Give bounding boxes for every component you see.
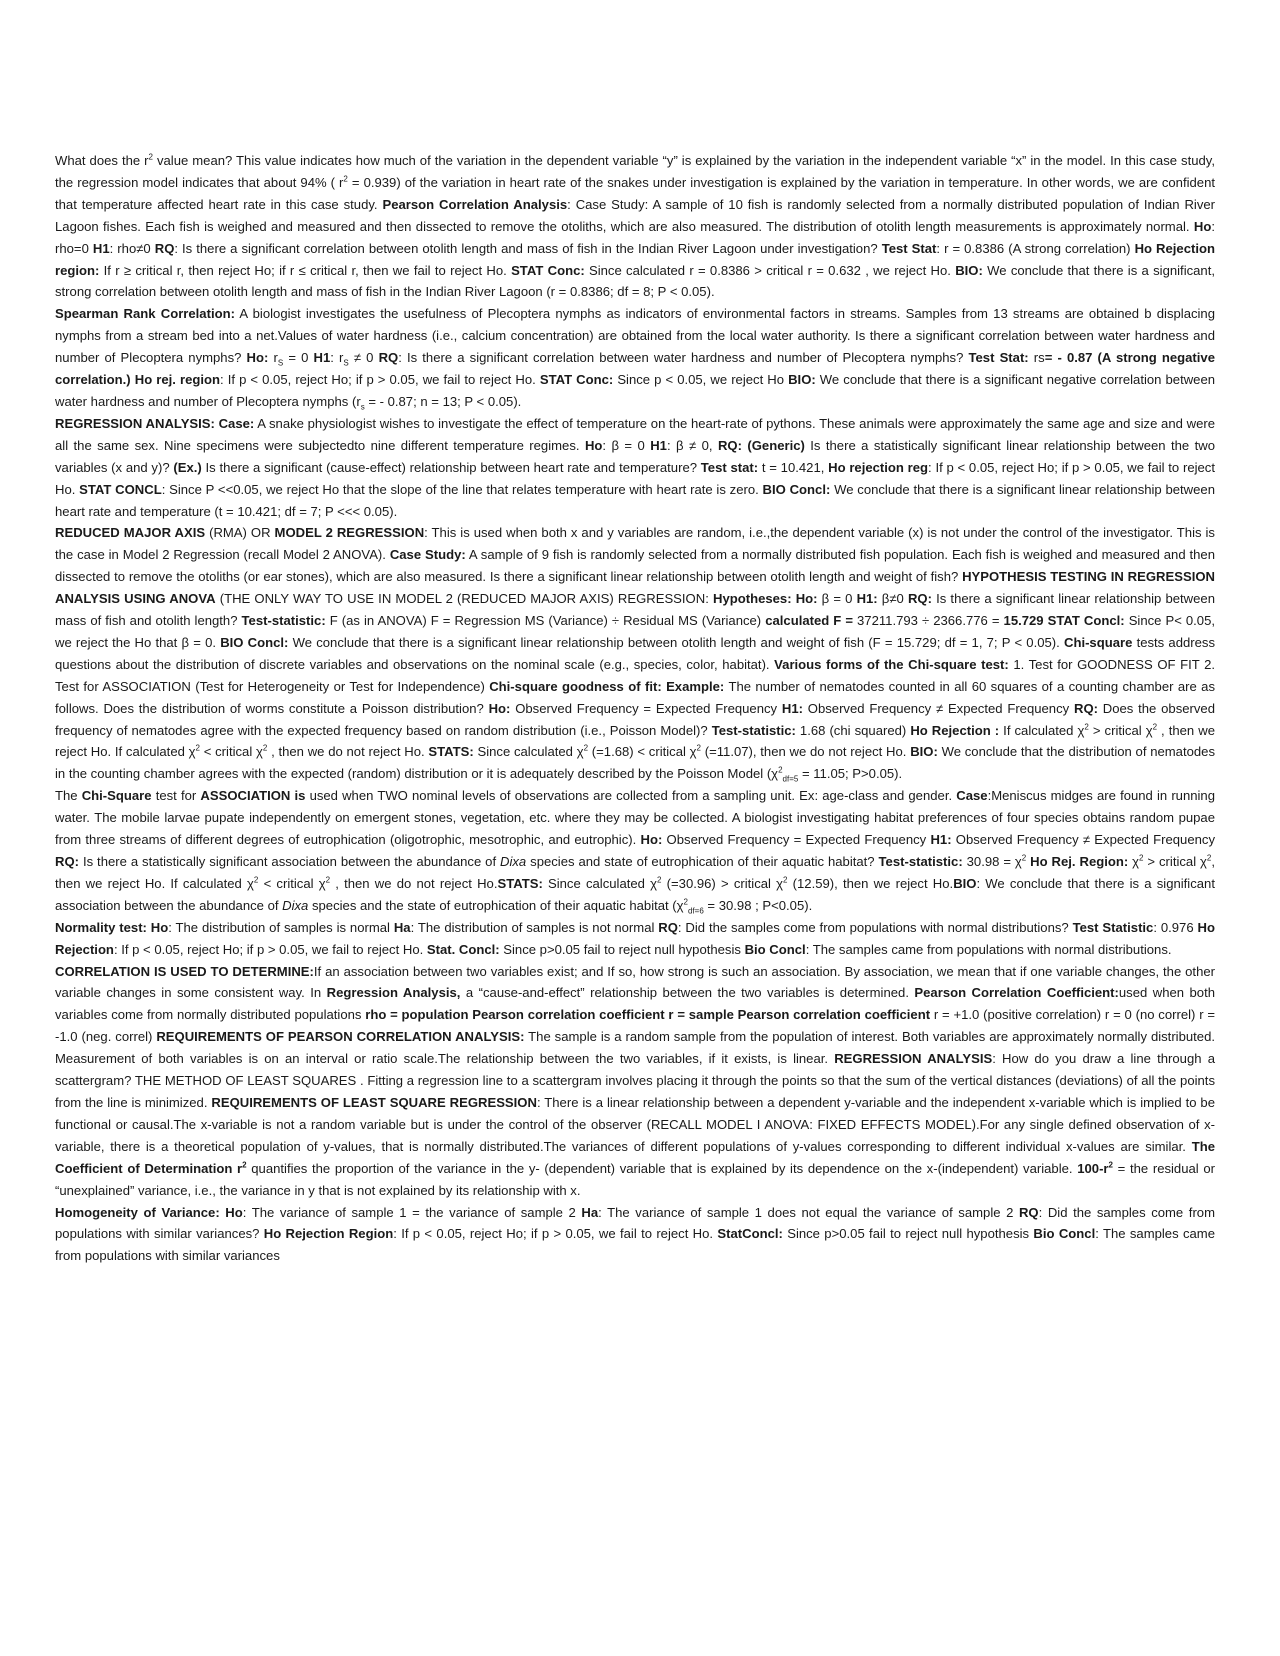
text-run: STATS: xyxy=(428,744,474,760)
text-run: STAT Concl: xyxy=(1047,613,1125,629)
document-page xyxy=(55,150,1215,1267)
text-run: A sample of 9 fish is randomly selected from a normally distributed fish population. Each fish is weighed and measured and then dissected to remove the otoliths (or ear stones), which are also measured. Is there a significant linear relationship between otolith length and weight of fish? xyxy=(55,547,1215,585)
text-run: CORRELATION IS USED TO DETERMINE: xyxy=(55,963,314,979)
text-run: used when both variables come from normally distributed populations xyxy=(55,985,1215,1023)
text-run: The Coefficient of Determination r xyxy=(55,1138,1215,1176)
text-run: 2 xyxy=(1152,722,1158,732)
text-run: Since p>0.05 fail to reject null hypothesis xyxy=(499,941,745,957)
text-run: Ho rejection reg xyxy=(828,459,929,475)
text-run: What does the r xyxy=(55,153,149,168)
text-run: : Did the samples come from populations with normal distributions? xyxy=(677,919,1073,935)
text-run: Bio Concl xyxy=(1033,1226,1096,1242)
text-run: Test Stat: xyxy=(968,350,1029,366)
text-run: , then we reject Ho. If calculated χ xyxy=(55,722,1215,760)
text-run: β≠0 xyxy=(877,591,908,607)
text-run: , then we do not reject Ho. xyxy=(267,744,429,760)
text-run: χ xyxy=(1128,854,1140,869)
text-run: If calculated χ xyxy=(999,722,1085,738)
text-run: S xyxy=(343,358,349,368)
text-run: Hypotheses: Ho: xyxy=(712,591,818,607)
text-run: = - 0.87 (A strong negative correlation.) xyxy=(55,350,1215,388)
text-run: used when TWO nominal levels of observations are collected from a sampling unit. Ex: age-class and gender. xyxy=(305,788,957,804)
text-run: rho = population Pearson correlation coefficient r = sample Pearson correlation coefficient xyxy=(365,1007,931,1023)
text-run: We conclude that there is a significant, strong correlation between otolith length and mass of fish in the Indian River Lagoon (r = 0.8386; df = 8; P < 0.05). xyxy=(55,262,1215,300)
text-run: H1: xyxy=(781,700,803,716)
text-run: Ho xyxy=(1193,218,1212,234)
text-run: species and state of eutrophication of their aquatic habitat? xyxy=(526,854,879,869)
text-run: 2 xyxy=(778,766,783,776)
text-run: Ho Rejection Region xyxy=(263,1226,394,1242)
text-run: Case Study: xyxy=(389,547,466,563)
text-run: 2 xyxy=(262,744,268,754)
text-run: Ho: xyxy=(488,700,511,716)
text-run: H1: xyxy=(930,832,952,848)
text-run: df=5 xyxy=(782,774,799,784)
text-run: Ho Rejection region: xyxy=(55,240,1215,278)
text-run: H1 xyxy=(313,350,331,366)
text-run: 1.68 (chi squared) xyxy=(795,722,911,738)
regression-paragraph xyxy=(55,413,1215,523)
homogeneity-paragraph xyxy=(55,1202,1215,1268)
text-run: RQ: xyxy=(1073,700,1098,716)
text-run: : Is there a significant correlation between water hardness and number of Plecoptera nymphs? xyxy=(398,350,969,366)
text-run: REDUCED MAJOR AXIS xyxy=(55,525,206,541)
text-run: REQUIREMENTS OF PEARSON CORRELATION ANALYSIS: xyxy=(156,1029,525,1045)
text-run: t = 10.421, xyxy=(758,459,829,475)
text-run: (RMA) OR xyxy=(205,525,275,541)
text-run: : The distribution of samples is not normal xyxy=(410,919,659,935)
text-run: REGRESSION ANALYSIS xyxy=(834,1051,993,1067)
text-run: 1. Test for GOODNESS OF FIT 2. Test for ASSOCIATION (Test for Heterogeneity or Test for Independence) xyxy=(55,656,1215,694)
text-run: Ho: xyxy=(246,350,269,366)
text-run: : β ≠ 0, xyxy=(666,437,718,453)
text-run: value mean? This value indicates how much of the variation in the dependent variable “y” is explained by the variation in the independent variable “x” in the model. In this case study, the regression model indicates that about 94% ( r xyxy=(55,153,1215,190)
text-run: a “cause-and-effect” relationship between the two variables is determined. xyxy=(460,985,915,1001)
text-run: Dixa xyxy=(500,854,527,869)
text-run: Test-statistic: xyxy=(878,854,963,869)
text-run: s xyxy=(360,402,365,412)
text-run: : Is there a significant correlation between otolith length and mass of fish in the Indian River Lagoon under investigation? xyxy=(174,240,882,256)
text-run: 37211.793 ÷ 2366.776 = xyxy=(852,613,1004,629)
text-run: The number of nematodes counted in all 60 squares of a counting chamber are as follows. Does the distribution of worms constitute a Poisson distribution? xyxy=(55,678,1215,716)
text-run: Since p < 0.05, we reject Ho xyxy=(613,372,789,388)
text-run: StatConcl: xyxy=(717,1226,783,1242)
text-run: ≠ 0 xyxy=(348,350,379,366)
text-run: F (as in ANOVA) F = Regression MS (Variance) ÷ Residual MS (Variance) xyxy=(325,613,766,629)
text-run: Dixa xyxy=(282,897,309,913)
text-run: STATS: xyxy=(497,875,543,891)
text-run: BIO xyxy=(953,875,977,891)
text-run: Since calculated χ xyxy=(542,875,657,891)
text-run: = 11.05; P>0.05). xyxy=(798,766,903,782)
text-run: (=11.07), then we do not reject Ho. xyxy=(700,744,911,760)
text-run: Case xyxy=(956,788,988,804)
text-run: rs xyxy=(1028,350,1045,366)
text-run: REGRESSION ANALYSIS: Case: xyxy=(55,415,255,431)
text-run: Observed Frequency ≠ Expected Frequency xyxy=(802,700,1074,716)
text-run: = the residual or “unexplained” variance, i.e., the variance in y that is not explained by its relationship with x. xyxy=(55,1160,1215,1198)
text-run: Ha xyxy=(393,919,411,935)
text-run: HYPOTHESIS TESTING IN REGRESSION ANALYSIS USING ANOVA xyxy=(55,569,1215,607)
text-run: 2 xyxy=(1206,853,1212,863)
text-run: BIO: xyxy=(910,744,938,760)
text-run: RQ xyxy=(378,350,399,366)
text-run: species and the state of eutrophication of their aquatic habitat (χ xyxy=(308,897,684,913)
text-run: Spearman Rank Correlation: xyxy=(55,306,235,322)
text-run: 2 xyxy=(683,897,688,907)
text-run: Is there a statistically significant association between the abundance of xyxy=(79,854,501,869)
text-run: df=6 xyxy=(687,906,704,916)
text-run: If an association between two variables exist; and If so, how strong is such an association. By association, we mean that if one variable changes, the other variable changes in some consistent way. In xyxy=(55,963,1215,1001)
text-run: Ho Rej. Region: xyxy=(1030,854,1129,869)
text-run: The sample is a random sample from the population of interest. Both variables are approximately normally distributed. Measurement of both variables is on an interval or ratio scale.The relationship between the two variables, if it exists, is linear. xyxy=(55,1029,1215,1067)
text-run: : We conclude that there is a significant association between the abundance of xyxy=(55,875,1215,913)
text-run: > critical χ xyxy=(1143,854,1207,869)
text-run: Test Statistic xyxy=(1072,919,1154,935)
text-run: 2 xyxy=(253,875,259,885)
text-run: BIO Concl: xyxy=(762,481,831,497)
text-run: 2 xyxy=(1021,853,1027,863)
text-run: 2 xyxy=(242,1160,247,1170)
text-run: Is there a significant linear relationship between mass of fish and otolith length? xyxy=(55,591,1215,629)
text-run: (THE ONLY WAY TO USE IN MODEL 2 (REDUCED MAJOR AXIS) REGRESSION: xyxy=(215,591,713,607)
text-run: : r = 0.8386 (A strong correlation) xyxy=(936,240,1135,256)
text-run: If r ≥ critical r, then reject Ho; if r ≤ critical r, then we fail to reject Ho. xyxy=(99,262,512,278)
text-run: Test-statistic: xyxy=(711,722,796,738)
text-run: ASSOCIATION is xyxy=(200,788,306,804)
text-run: Chi-square goodness of fit: Example: xyxy=(489,678,725,694)
text-run: 2 xyxy=(657,875,662,885)
normality-paragraph xyxy=(55,917,1215,961)
text-run: 2 xyxy=(696,744,701,754)
r-squared-paragraph xyxy=(55,150,1215,303)
text-run: : rho=0 xyxy=(55,218,1215,256)
text-run: calculated F = xyxy=(765,613,853,629)
text-run: (=1.68) < critical χ xyxy=(588,744,697,760)
text-run: quantifies the proportion of the variance in the y- (dependent) variable that is explained by its dependence on the x-(independent) variable. xyxy=(246,1160,1078,1176)
text-run: test for xyxy=(151,788,201,804)
rma-paragraph xyxy=(55,522,1215,785)
text-run: Ho rej. region xyxy=(134,372,221,388)
text-run: We conclude that there is a significant linear relationship between otolith length and weight of fish (F = 15.729; df = 1, 7; P < 0.05). xyxy=(288,634,1064,650)
text-run: RQ xyxy=(658,919,678,935)
text-run: : This is used when both x and y variables are random, i.e.,the dependent variable (x) is not under the control of the investigator. This is the case in Model 2 Regression (recall Model 2 ANOVA). xyxy=(55,525,1215,563)
text-run: Pearson Correlation Coefficient: xyxy=(914,985,1119,1001)
text-run: : How do you draw a line through a scattergram? THE METHOD OF LEAST SQUARES . Fitting a regression line to a scattergram involves placing it through the points so that the sum of the vertical distances (deviations) of all the points from the line is minimized. xyxy=(55,1051,1215,1110)
text-run: : 0.976 xyxy=(1153,919,1198,935)
text-run: 2 xyxy=(343,174,348,184)
document-body xyxy=(55,150,1215,1267)
text-run: : Since P <<0.05, we reject Ho that the slope of the line that relates temperature with heart rate is zero. xyxy=(161,481,763,497)
correlation-regression-paragraph xyxy=(55,961,1215,1202)
text-run: STAT Conc: xyxy=(539,372,614,388)
text-run: RQ: xyxy=(55,854,80,869)
text-run: We conclude that there is a significant negative correlation between water hardness and number of Plecoptera nymphs (r xyxy=(55,372,1216,409)
text-run: Since p>0.05 fail to reject null hypothesis xyxy=(782,1226,1034,1242)
text-run: BIO: xyxy=(788,372,816,388)
text-run: RQ: (Generic) xyxy=(717,437,805,453)
text-run: = 0 xyxy=(283,350,314,366)
text-run: STAT CONCL xyxy=(79,481,162,497)
text-run: = 0.939) of the variation in heart rate of the snakes under investigation is explained by the variation in temperature. In other words, we are confident that temperature affected heart rate in this case study. xyxy=(55,174,1215,212)
text-run: 30.98 = χ xyxy=(962,854,1022,869)
text-run: : r xyxy=(330,350,344,366)
text-run: We conclude that there is a significant linear relationship between heart rate and temperature (t = 10.421; df = 7; P <<< 0.05). xyxy=(55,481,1215,519)
spearman-paragraph xyxy=(55,303,1215,413)
text-run: Since calculated χ xyxy=(473,744,584,760)
text-run: H1: xyxy=(856,591,878,607)
text-run: : The distribution of samples is normal xyxy=(168,919,394,935)
text-run: Regression Analysis, xyxy=(326,985,461,1001)
text-run: 2 xyxy=(1108,1160,1113,1170)
text-run: Ho Rejection : xyxy=(910,722,1000,738)
text-run: (Ex.) xyxy=(173,459,202,475)
text-run: : Did the samples come from populations with similar variances? xyxy=(55,1204,1215,1242)
text-run: We conclude that the distribution of nematodes in the counting chamber agrees with the expected (random) distribution or it is adequately described by the Poisson Model (χ xyxy=(55,744,1216,782)
text-run: 2 xyxy=(783,875,788,885)
text-run: tests address questions about the distribution of discrete variables and observations on the nominal scale (e.g., species, color, habitat). xyxy=(55,634,1215,672)
text-run: Ho xyxy=(584,437,603,453)
text-run: : If p < 0.05, reject Ho; if p > 0.05, we fail to reject Ho. xyxy=(113,941,427,957)
text-run: , then we do not reject Ho. xyxy=(330,875,498,891)
text-run: RQ xyxy=(154,240,175,256)
text-run: : There is a linear relationship between a dependent y-variable and the independent x-variable which is implied to be functional or causal.The x-variable is not a random variable but is under the control of the observer (RECALL MODEL I ANOVA: FIXED EFFECTS MODEL).For any single defined observation of x-variable, there is a theoretical population of y-values, that is normally distributed.The variances of different populations of y-values corresponding to different individual x-values are similar. xyxy=(55,1094,1215,1154)
text-run: H1 xyxy=(650,437,667,453)
text-run: BIO Concl: xyxy=(220,634,289,650)
text-run: The xyxy=(55,788,82,804)
text-run: RQ xyxy=(1018,1204,1039,1220)
text-run: : Case Study: A sample of 10 fish is randomly selected from a normally distributed population of Indian River Lagoon fishes. Each fish is weighed and measured and then dissected to remove the otoliths, which are also measured. The distribution of otolith length measurements is approximately normal. xyxy=(55,196,1216,234)
text-run: (=30.96) > critical χ xyxy=(661,875,783,891)
text-run: Normality test: Ho xyxy=(55,919,169,935)
text-run: RQ: xyxy=(907,591,932,607)
text-run: Test Stat xyxy=(881,240,937,256)
text-run: MODEL 2 REGRESSION xyxy=(274,525,425,541)
text-run: Test stat: xyxy=(700,459,759,475)
text-run: (12.59), then we reject Ho. xyxy=(787,875,954,891)
text-run: Ha xyxy=(581,1204,599,1220)
text-run: Is there a significant (cause-effect) relationship between heart rate and temperature? xyxy=(201,459,701,475)
text-run: S xyxy=(277,358,284,368)
text-run: Pearson Correlation Analysis xyxy=(382,196,568,212)
text-run: 2 xyxy=(583,744,589,754)
text-run: Chi-square xyxy=(1063,634,1133,650)
text-run: Observed Frequency ≠ Expected Frequency xyxy=(951,832,1215,848)
text-run: : The variance of sample 1 does not equal the variance of sample 2 xyxy=(598,1204,1019,1220)
text-run: Various forms of the Chi-square test: xyxy=(774,656,1009,672)
text-run: : If p < 0.05, reject Ho; if p > 0.05, we fail to reject Ho. xyxy=(393,1226,718,1242)
text-run: r xyxy=(268,350,278,366)
text-run: : The samples came from populations with similar variances xyxy=(55,1226,1215,1264)
text-run: : If p < 0.05, reject Ho; if p > 0.05, we fail to reject Ho. xyxy=(220,372,540,388)
text-run: 100-r xyxy=(1077,1160,1109,1176)
text-run: Observed Frequency = Expected Frequency xyxy=(510,700,782,716)
text-run: Observed Frequency = Expected Frequency xyxy=(662,832,931,848)
text-run: Stat. Concl: xyxy=(426,941,500,957)
text-run: 2 xyxy=(195,744,200,754)
text-run: A snake physiologist wishes to investigate the effect of temperature on the heart-rate of pythons. These animals were approximately the same age and size and were all the same sex. Nine specimens were subjectedto nine different temperature regimes. xyxy=(55,415,1215,453)
text-run: STAT Conc: xyxy=(511,262,585,278)
text-run: β = 0 xyxy=(817,591,857,607)
text-run: Bio Concl xyxy=(744,941,806,957)
text-run: BIO: xyxy=(955,262,983,278)
text-run: H1 xyxy=(92,240,110,256)
text-run: : rho≠0 xyxy=(109,240,155,256)
text-run: Homogeneity of Variance: Ho xyxy=(55,1204,243,1220)
text-run: Since P< 0.05, we reject the Ho that β = 0. xyxy=(55,613,1216,650)
text-run: = - 0.87; n = 13; P < 0.05). xyxy=(364,393,522,409)
text-run: : The samples came from populations with normal distributions. xyxy=(805,941,1172,957)
text-run: :Meniscus midges are found in running water. The mobile larvae pupate independently on emergent stones, vegetation, etc. where they may be collected. A biologist investigating habitat preferences of four species obtains random pupae from three streams of different degrees of eutrophication (oligotrophic, mesotrophic, and eutrophic). xyxy=(55,788,1216,848)
text-run: 2 xyxy=(148,152,153,162)
text-run: REQUIREMENTS OF LEAST SQUARE REGRESSION xyxy=(211,1094,537,1110)
text-run: Is there a statistically significant linear relationship between the two variables (x and y)? xyxy=(55,437,1216,475)
text-run: Ho Rejection xyxy=(55,919,1215,957)
text-run: , then we reject Ho. If calculated χ xyxy=(55,854,1216,891)
text-run: 2 xyxy=(1084,722,1089,732)
text-run: : The variance of sample 1 = the variance of sample 2 xyxy=(242,1204,582,1220)
text-run: > critical χ xyxy=(1088,722,1153,738)
chi-square-association-paragraph xyxy=(55,785,1215,916)
text-run: Does the observed frequency of nematodes agree with the expected frequency based on random distribution (i.e., Poisson Model)? xyxy=(55,700,1215,738)
text-run: Since calculated r = 0.8386 > critical r = 0.632 , we reject Ho. xyxy=(584,262,956,278)
text-run: 2 xyxy=(325,875,331,885)
text-run: Test-statistic: xyxy=(241,613,326,629)
text-run: Chi-Square xyxy=(81,788,152,804)
text-run: 15.729 xyxy=(1003,613,1044,629)
text-run: 2 xyxy=(1139,853,1144,863)
text-run: : β = 0 xyxy=(602,437,651,453)
text-run: Ho: xyxy=(640,832,663,848)
text-run: : If p < 0.05, reject Ho; if p > 0.05, we fail to reject Ho. xyxy=(55,459,1215,497)
text-run: < critical χ xyxy=(258,875,326,891)
text-run: = 30.98 ; P<0.05). xyxy=(703,897,813,913)
text-run: < critical χ xyxy=(199,744,263,760)
text-run: A biologist investigates the usefulness of Plecoptera nymphs as indicators of environmental factors in streams. Samples from 13 streams are obtained b displacing nymphs from a stream bed into a net.Values of water hardness (i.e., calcium concentration) are obtained from the local water authority. Is there a significant correlation between water hardness and number of Plecoptera nymphs? xyxy=(55,306,1215,366)
text-run: r = +1.0 (positive correlation) r = 0 (no correl) r = -1.0 (neg. correl) xyxy=(55,1007,1215,1045)
